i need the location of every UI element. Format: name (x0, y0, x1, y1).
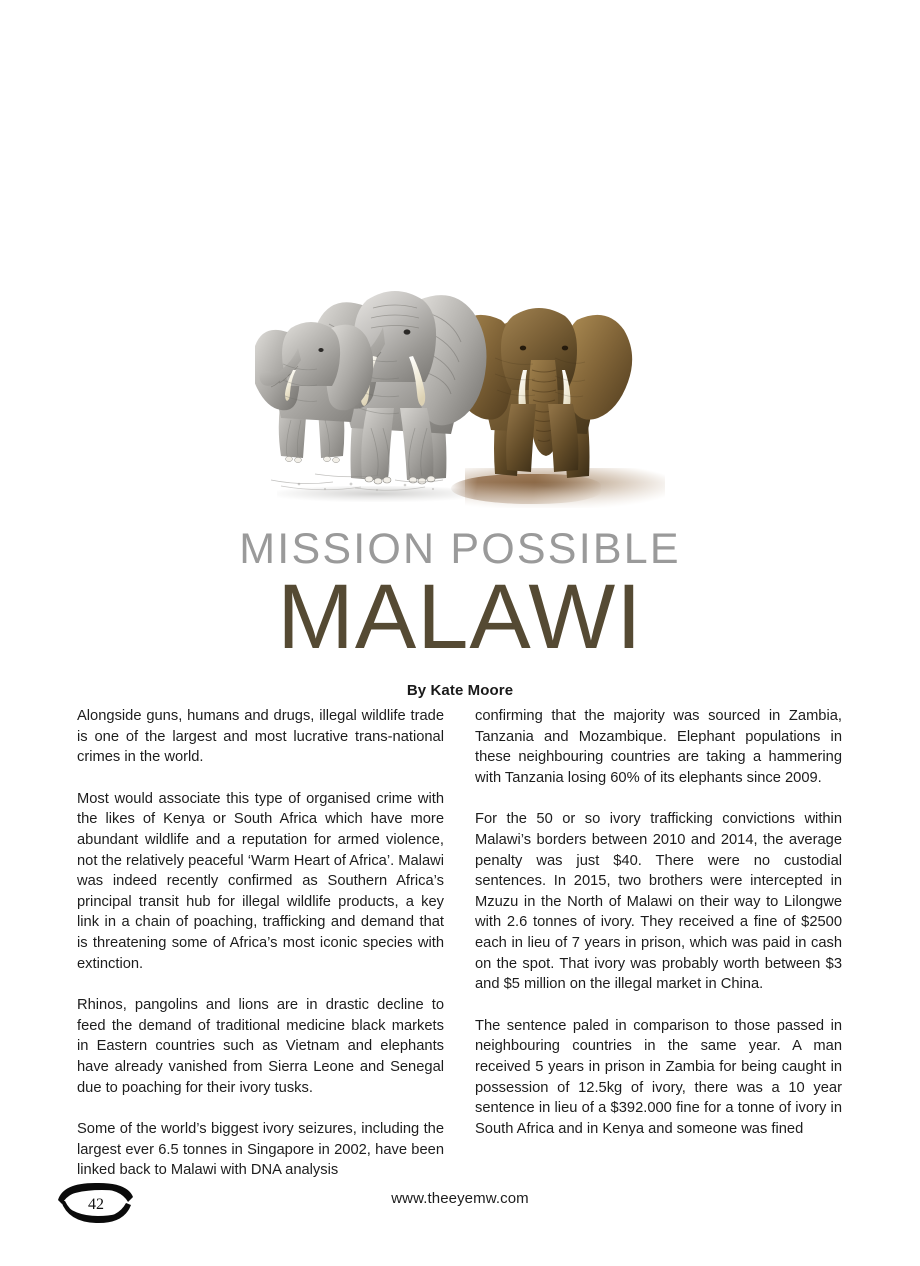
kicker-text: MISSION POSSIBLE (239, 525, 681, 573)
page-title: MALAWI (277, 566, 643, 668)
hero-elephant-composite-image (255, 228, 665, 518)
paragraph: Rhinos, pangolins and lions are in drastic decline to feed the demand of traditional medicine black markets in Eastern countries such as Vietnam and elephants have already vanished from Sierra Leone and Senegal due to poaching for their ivory tusks. (77, 997, 444, 1096)
right-column (475, 706, 842, 1181)
page-footer (0, 1178, 920, 1230)
left-column (77, 706, 444, 1181)
paragraph: For the 50 or so ivory trafficking convictions within Malawi’s borders between 2010 and 2014, the average penalty was just $40. There were no custodial sentences. In 2015, two brothers were intercepted in Mzuzu in the North of Malawi on their way to Lilongwe with 2.6 tonnes of ivory. They received a fine of $2500 each in lieu of 7 years in prison, which was paid in cash on the spot. That ivory was probably worth between $3 and $5 million on the illegal market in China. (475, 811, 842, 993)
website-url: www.theeyemw.com (391, 1190, 529, 1207)
paragraph: Some of the world’s biggest ivory seizures, including the largest ever 6.5 tonnes in Singapore in 2002, have been linked back to Malawi with DNA analysis (77, 1121, 444, 1179)
paragraph: confirming that the majority was sourced in Zambia, Tanzania and Mozambique. Elephant populations in these neighbouring countries are taking a hammering with Tanzania losing 60% of its elephants since 2009. (475, 708, 842, 786)
title-block (0, 525, 920, 699)
hero-stage (255, 228, 665, 518)
paragraph: Alongside guns, humans and drugs, illegal wildlife trade is one of the largest and most lucrative trans-national crimes in the world. (77, 708, 444, 766)
article-body (77, 706, 843, 1181)
page-number: 42 (88, 1196, 104, 1213)
byline: By Kate Moore (406, 681, 514, 699)
paragraph: Most would associate this type of organised crime with the likes of Kenya or South Africa which have more abundant wildlife and a reputation for armed violence, not the relatively peaceful ‘Warm Heart of Africa’. Malawi was indeed recently confirmed as Southern Africa’s principal transit hub for illegal wildlife products, a key link in a chain of poaching, trafficking and demand that is threatening some of Africa’s most iconic species with extinction. (77, 790, 444, 972)
paragraph: The sentence paled in comparison to those passed in neighbouring countries in the same year. A man received 5 years in prison in Zambia for being caught in possession of 12.5kg of ivory, there was a 10 year sentence in lieu of a $392.000 fine for a tonne of ivory in South Africa and in Kenya and someone was fined (475, 1017, 842, 1137)
elephants-artwork (255, 228, 665, 518)
